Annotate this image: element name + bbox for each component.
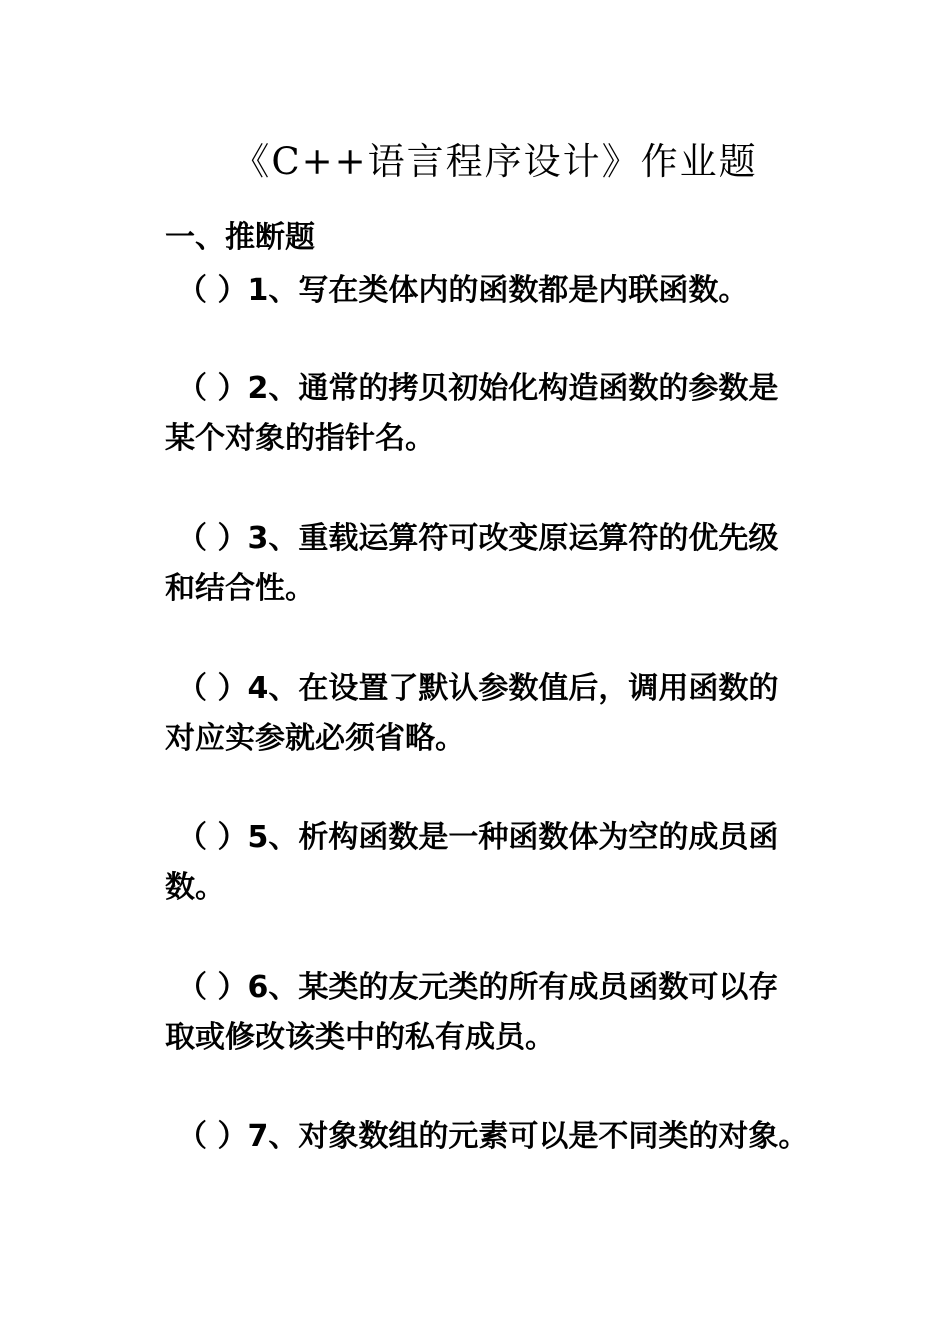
question-text-line: 对应实参就必须省略。 <box>165 721 465 756</box>
section-heading-judgment: 一、推断题 <box>165 220 315 255</box>
question-text-line: 某个对象的指针名。 <box>165 421 435 456</box>
question-text-line: （ ）7、对象数组的元素可以是不同类的对象。 <box>177 1119 809 1154</box>
question-text-line: 和结合性。 <box>165 571 315 606</box>
question-text-line: 数。 <box>165 870 225 905</box>
question-item <box>165 514 825 614</box>
question-text-line: （ ）5、析构函数是一种函数体为空的成员函 <box>177 820 779 855</box>
question-text-line: （ ）2、通常的拷贝初始化构造函数的参数是 <box>177 371 779 406</box>
question-item <box>165 664 825 764</box>
question-item <box>165 1112 825 1162</box>
question-text-line: （ ）6、某类的友元类的所有成员函数可以存 <box>177 970 779 1005</box>
question-item <box>165 364 825 464</box>
question-item <box>165 813 825 913</box>
question-text-line: （ ）4、在设置了默认参数值后，调用函数的 <box>177 671 779 706</box>
question-text-line: （ ）1、写在类体内的函数都是内联函数。 <box>177 273 749 308</box>
document-title: 《C++语言程序设计》作业题 <box>232 140 758 183</box>
question-text-line: （ ）3、重载运算符可改变原运算符的优先级 <box>177 521 779 556</box>
question-item <box>165 963 825 1063</box>
question-item <box>165 266 825 316</box>
question-text-line: 取或修改该类中的私有成员。 <box>165 1020 555 1055</box>
